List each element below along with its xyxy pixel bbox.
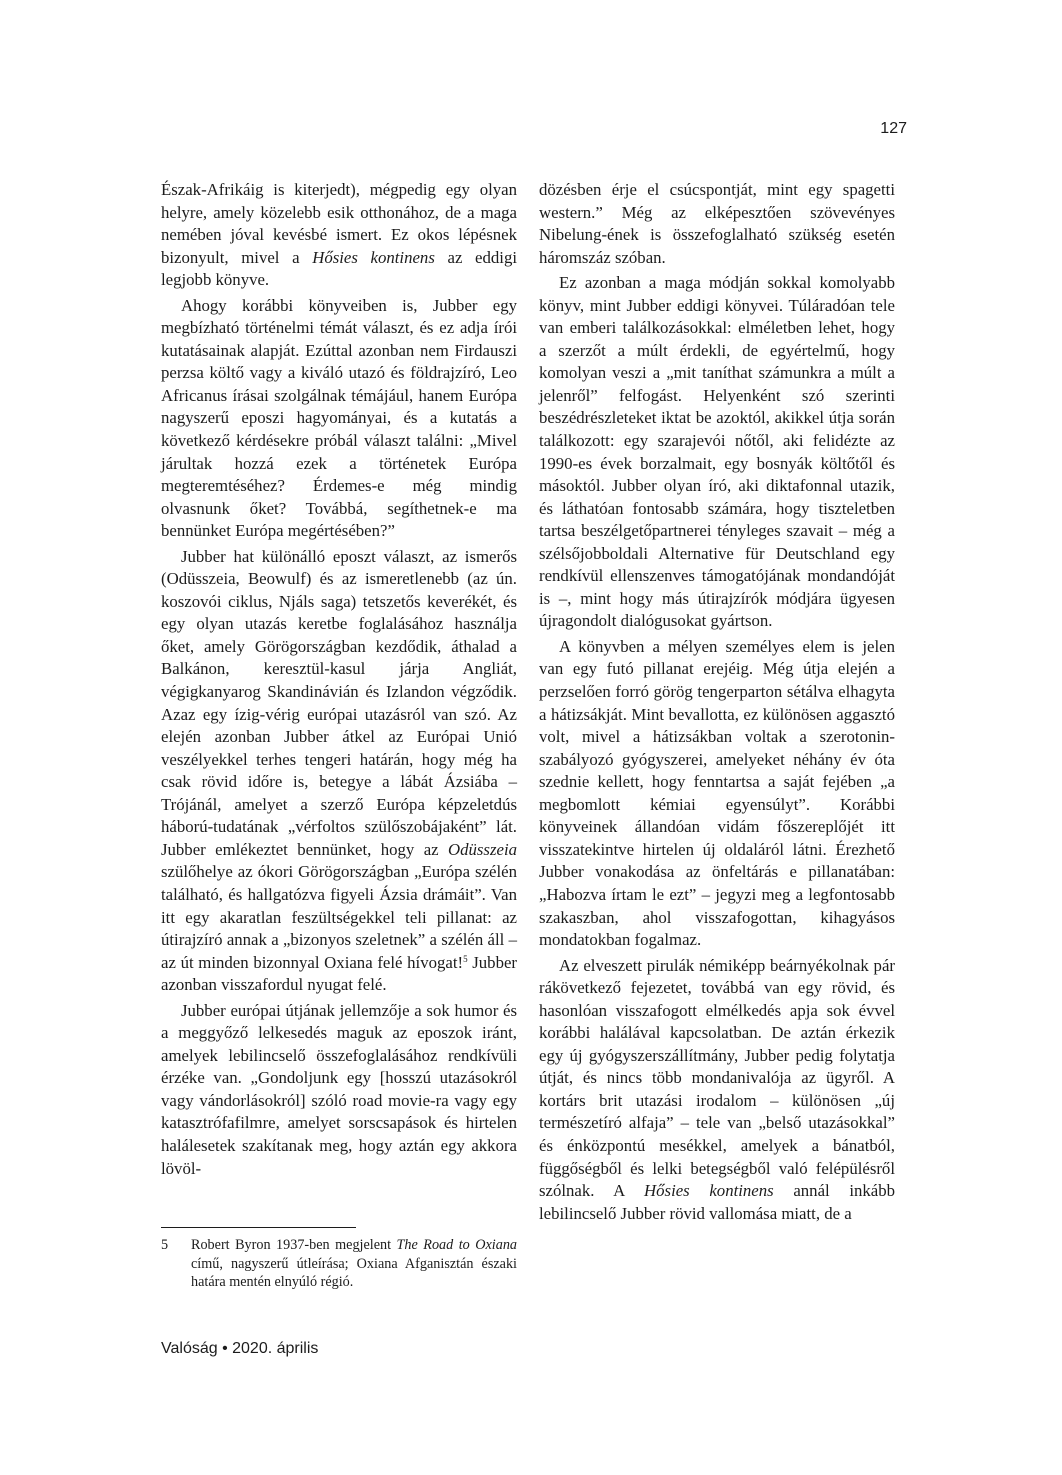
text-run: Észak-Afrikáig is kiterjedt), mégpedig egy olyan helyre, amely közelebb esik otthonához, de a maga nemében jóval kevésbé ismert. Ez okos lépésnek bizonyult, mivel a (161, 180, 517, 267)
text-run: című, nagyszerű útleírása; Oxiana Afganisztán északi határa mentén elnyúló régió. (191, 1255, 517, 1290)
paragraph: A könyvben a mélyen személyes elem is jelen van egy futó pillanat erejéig. Még útja elején a perzselően forró görög tengerparton sétálva elhagyta a hátizsákját. Mint bevallotta, ez különösen aggasztó volt, mivel a hátizsákban voltak a szerotonin-szabályozó gyógyszerei, amelyeket néhány év óta szednie kellett, hogy fenntartsa a saját fejében „a megbomlott kémiai egyensúlyt”. Korábbi könyveinek állandóan vidám főszereplőjét itt visszatekintve hirtelen új oldaláról látni. Érezhető Jubber vonakodása az önfeltárás e pillanatában: „Habozva írtam le ezt” – jegyzi meg a legfontosabb szakaszban, ahol visszafogottan, kihagyásos mondatokban fogalmaz. (539, 636, 895, 950)
running-footer: Valóság • 2020. április (161, 1340, 319, 1357)
footnote-number: 5 (161, 1237, 169, 1253)
paragraph (161, 546, 517, 997)
footnote-reference[interactable]: 5 (463, 953, 468, 964)
text-run: annál inkább lebilincselő Jubber rövid vallomása miatt, de a (539, 1181, 895, 1223)
text-run: Jubber hat különálló eposzt választ, az ismerős (Odüsszeia, Beowulf) és az ismeretlenebb (az ún. koszovói ciklus, Njáls saga) tetszetős keverékét, és egy olyan utazás keretbe foglalásához használja őket, amely Görögországban kezdődik, áthalad a Balkánon, keresztül-kasul járja Angliát, végigkanyarog Skandinávián és Izlandon végződik. Azaz egy ízig-vérig európai utazásról van szó. Az elején azonban Jubber átkel az Európai Unió veszélyekkel terhes tengeri határán, hogy még ha csak rövid időre is, betegye a lábát Ázsiába – Trójánál, amelyet a szerző Európa képzeletdús háború-tudatának „vérfoltos szülőszobájaként” lát. Jubber emlékeztet bennünket, hogy az (161, 546, 517, 859)
text-run: Jubber azonban visszafordul nyugat felé. (161, 952, 517, 995)
page-number: 127 (880, 120, 907, 137)
book-title: Hősies kontinens (644, 1181, 774, 1201)
right-column (539, 179, 895, 1225)
footnote-divider (161, 1227, 356, 1228)
paragraph (539, 955, 895, 1226)
book-title: The Road to Oxiana (396, 1237, 518, 1253)
text-run: szülőhelye az ókori Görögországban „Európa szélén található, és hallgatózva figyeli Ázsia drámáit”. Van itt egy akaratlan feszültségekkel teli pillanat: az útirajzíró annak a „bizonyos szeletnek” a szélén áll – az út minden bizonnyal Oxiana felé hívogat! (161, 862, 517, 972)
footnote (161, 1236, 517, 1292)
book-title: Hősies kontinens (312, 247, 435, 267)
paragraph (161, 179, 517, 292)
book-title: Odüsszeia (448, 839, 517, 859)
text-run: az eddigi legjobb könyve. (161, 247, 517, 290)
paragraph: Jubber európai útjának jellemzője a sok humor és a meggyőző lelkesedés maguk az eposzok iránt, amelyek lebilincselő összefoglalásához rendkívüli érzéke van. „Gondoljunk egy [hosszú utazásokról vagy vándorlásokról] szóló road movie-ra vagy egy katasztrófafilmre, amelyet sorscsapások és hirtelen halálesetek szakítanak meg, hogy aztán egy akkora lövöl- (161, 1000, 517, 1178)
paragraph: dözésben érje el csúcspontját, mint egy spagetti western.” Még az elképesztően szövevényes Nibelung-ének is összefoglalható szükség esetén háromszáz szóban. (539, 180, 895, 267)
footnote-text (191, 1236, 517, 1292)
text-run: Robert Byron 1937-ben megjelent (191, 1237, 397, 1253)
left-column (161, 179, 517, 1180)
text-run: Az elveszett pirulák némiképp beárnyékolnak pár rákövetkező fejezetet, továbbá van egy rövid, és hasonlóan visszafogott elmélkedés apja sok évvel korábbi halálával kapcsolatban. De aztán érkezik egy új gyógyszerszállítmány, Jubber pedig folytatja útját, és nincs több mondanivalója az ügyről. A kortárs brit utazási irodalom – különösen „új természetíró alfaja” – tele van „belső utazásokkal” és énközpontú mesékkel, amelyek a bánatból, függőségből és lelki betegségből való felépülésről szólnak. A (539, 955, 895, 1201)
paragraph: Ahogy korábbi könyveiben is, Jubber egy megbízható történelmi témát választ, és ez adja írói kutatásainak alapját. Ezúttal azonban nem Firdauszi perzsa költő vagy a kiváló utazó és földrajzíró, Leo Africanus írásai szolgálnak témájául, hanem Európa nagyszerű eposzi hagyományai, és a kutatás a következő kérdésekre próbál választ találni: „Mivel járultak hozzá ezek a történetek Európa megteremtéséhez? Érdemes-e még mindig olvasnunk őket? Továbbá, segíthetnek-e ma bennünket Európa megértésében?” (161, 295, 517, 541)
paragraph: Ez azonban a maga módján sokkal komolyabb könyv, mint Jubber eddigi könyvei. Túláradóan tele van emberi találkozásokkal: elméletben lehet, hogy a szerzőt a múlt érdekli, de egyértelmű, hogy komolyan veszi a „mit taníthat számunkra a múlt a jelenről” felfogást. Helyenként szó szerinti beszédrészleteket iktat be azoktól, akikkel útja során találkozott: egy szarajevói nőtől, aki felidézte az 1990-es évek borzalmait, egy bosnyák költőtől és másoktól. Jubber olyan író, aki diktafonnal utazik, és láthatóan fontosabb számára, hogy tiszteletben tartsa beszélgetőpartnerei tényleges szavait – még a szélsőjobboldali Alternative für Deutschland egy rendkívül ellenszenves támogatójának mondandóját is –, mint hogy más útirajzírók módjára ügyesen újragondolt dialógusokat gyártson. (539, 273, 895, 631)
